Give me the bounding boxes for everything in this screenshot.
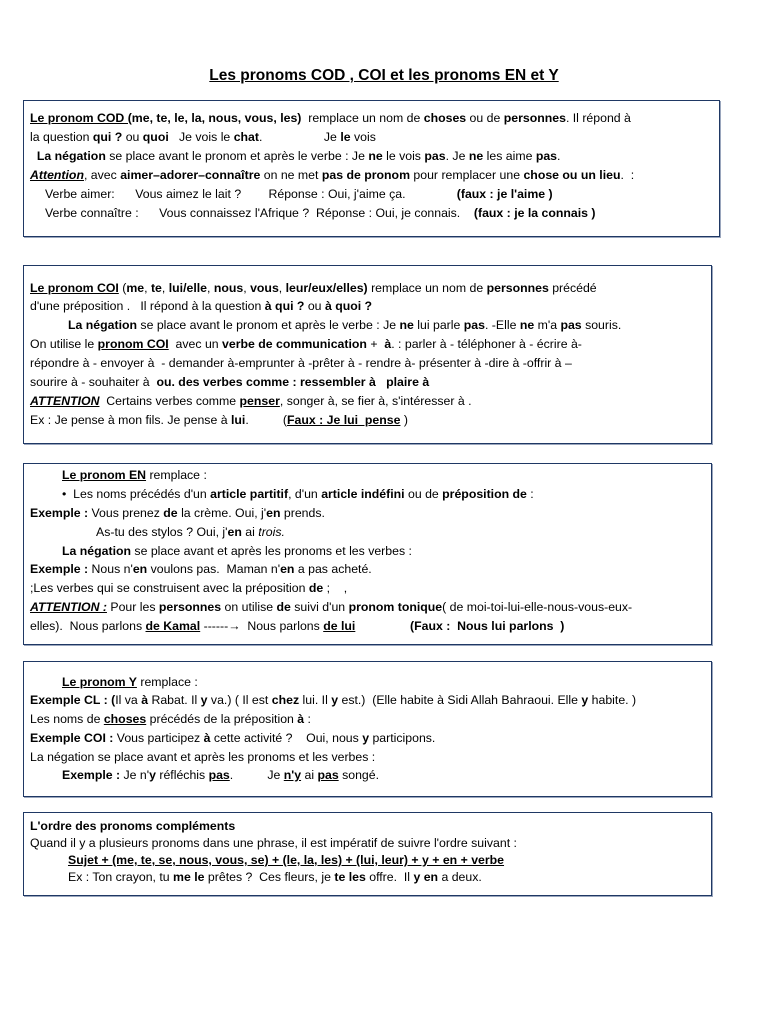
text-run: y en (413, 870, 439, 884)
coi-line-4 (30, 336, 582, 352)
text-run: (Faux : Nous lui parlons ) (410, 619, 565, 633)
text-run: , (278, 281, 286, 295)
text-run (355, 619, 410, 633)
en-line-6 (30, 561, 372, 577)
text-run: remplace un nom de (301, 111, 424, 125)
text-run: ATTENTION : (30, 600, 107, 614)
text-run: Exemple COI : (30, 731, 114, 745)
coi-line-7 (30, 393, 472, 409)
text-run: en (280, 562, 295, 576)
text-run: , (207, 281, 214, 295)
text-run: , (243, 281, 251, 295)
text-run: article partitif (210, 487, 289, 501)
cod-line-3 (30, 148, 560, 164)
y-line-6 (62, 767, 379, 783)
text-run: Faux : Je lui pense (287, 413, 401, 427)
text-run: Verbe aimer: Vous aimez le lait ? Réponse : Oui, j'aime ça. (45, 187, 457, 201)
text-run: sourire à - souhaiter à (30, 375, 157, 389)
text-run: pour remplacer une (410, 168, 524, 182)
text-run: est.) (Elle habite à Sidi Allah Bahraoui. Elle (338, 693, 582, 707)
text-run: ou de (466, 111, 504, 125)
text-run: Le pronom COI (30, 281, 119, 295)
text-run: Attention (30, 168, 84, 182)
ordre-line-4 (68, 869, 482, 885)
text-run: penser (239, 394, 280, 408)
text-run: à (141, 693, 149, 707)
text-run: , (201, 111, 209, 125)
coi-line-5 (30, 355, 572, 371)
text-run: lui. Il (299, 693, 332, 707)
text-run: vois (350, 130, 376, 144)
text-run: nous (208, 111, 238, 125)
text-run: précédé (548, 281, 597, 295)
ordre-line-3 (68, 852, 504, 868)
text-run: on utilise (221, 600, 277, 614)
text-run: personnes (486, 281, 549, 295)
text-run: . (557, 149, 561, 163)
y-line-4 (30, 730, 435, 746)
en-line-3 (30, 505, 325, 521)
ordre-line-1 (30, 818, 235, 834)
y-line-5 (30, 749, 375, 765)
text-run: y (149, 768, 156, 782)
text-run: Il va (115, 693, 142, 707)
coi-line-2 (30, 298, 372, 314)
text-run: à qui ? (264, 299, 305, 313)
text-run: a deux. (438, 870, 482, 884)
text-run: , (167, 111, 175, 125)
text-run: le vois (382, 149, 425, 163)
text-run: Verbe connaître : Vous connaissez l'Afrique ? Réponse : Oui, je connais. (45, 206, 474, 220)
text-run: pas (424, 149, 446, 163)
text-run: personnes (503, 111, 566, 125)
text-run: ; , (323, 581, 348, 595)
coi-line-1 (30, 280, 597, 296)
text-run: article indéfini (321, 487, 405, 501)
text-run: ne (519, 318, 535, 332)
y-line-1 (62, 674, 198, 690)
text-run: vous (250, 281, 279, 295)
text-run: Rabat. Il (148, 693, 201, 707)
text-run: . ( (245, 413, 288, 427)
text-run: de Kamal (145, 619, 201, 633)
text-run: ( (118, 281, 127, 295)
text-run: y (581, 693, 589, 707)
text-run: lui parle (413, 318, 464, 332)
text-run: . -Elle (484, 318, 520, 332)
coi-line-3 (68, 317, 621, 333)
text-run: elles). Nous parlons (30, 619, 146, 633)
text-run: Le pronom Y (62, 675, 137, 689)
text-run: en (132, 562, 148, 576)
text-run: , d'un (288, 487, 322, 501)
text-run: précédés de la préposition (146, 712, 298, 726)
text-run: , (184, 111, 192, 125)
text-run: , (273, 111, 281, 125)
text-run: remplace : (146, 468, 207, 482)
text-run: pas de pronom (321, 168, 410, 182)
text-run: offre. Il (365, 870, 414, 884)
text-run: en (227, 525, 242, 539)
text-run: pronom COI (97, 337, 169, 351)
text-run: La négation se place avant et après les pronoms et les verbes : (30, 750, 376, 764)
text-run: de (276, 600, 291, 614)
text-run: te (156, 111, 168, 125)
text-run: a pas acheté. (294, 562, 372, 576)
text-run: se place avant le pronom et après le verbe : Je (105, 149, 369, 163)
cod-line-5 (45, 186, 553, 202)
text-run: ai (301, 768, 318, 782)
text-run: ne (368, 149, 383, 163)
text-run: ( de moi-toi-lui-elle-nous-vous-eux- (442, 600, 633, 614)
text-run: va.) ( Il est (207, 693, 272, 707)
text-run: remplace : (136, 675, 198, 689)
text-run: verbe de communication (222, 337, 367, 351)
text-run: me (131, 111, 150, 125)
text-run: ne (399, 318, 414, 332)
text-run: Exemple : (30, 506, 89, 520)
text-run: personnes (158, 600, 222, 614)
text-run: + (366, 337, 385, 351)
en-line-7 (30, 580, 347, 596)
page-title: Les pronoms COD , COI et les pronoms EN et Y (209, 67, 559, 84)
text-run: le (174, 111, 185, 125)
text-run: quoi (142, 130, 169, 144)
text-run: se place avant et après les pronoms et les verbes : (131, 544, 412, 558)
text-run: de (163, 506, 178, 520)
text-run: ou. des verbes comme : ressembler à plaire à (156, 375, 430, 389)
text-run: Le pronom COD ( (30, 111, 132, 125)
text-run: pas (560, 318, 582, 332)
text-run: , avec (83, 168, 121, 182)
text-run: : (526, 487, 534, 501)
text-run: prends. (280, 506, 325, 520)
text-run: à quoi ? (324, 299, 373, 313)
text-run: me (126, 281, 145, 295)
text-run: Nous n' (88, 562, 133, 576)
text-run: de lui (323, 619, 356, 633)
text-run: pas (463, 318, 485, 332)
text-run: la question (30, 130, 93, 144)
coi-line-6 (30, 374, 429, 390)
text-run: le (340, 130, 351, 144)
text-run: ai (241, 525, 259, 539)
text-run: . : (620, 168, 635, 182)
text-run: Ex : Ton crayon, tu (68, 870, 174, 884)
text-run: Sujet + (me, te, se, nous, vous, se) + (le, la, les) + (lui, leur) + y + en + verbe (68, 853, 505, 867)
y-line-3 (30, 711, 311, 727)
cod-line-6 (45, 205, 596, 221)
text-run: à (203, 731, 211, 745)
text-run: lui (230, 413, 246, 427)
text-run: répondre à - envoyer à - demander à-emprunter à -prêter à - rendre à- présenter à -dire à -offrir à – (30, 356, 572, 370)
text-run: lui/elle (168, 281, 208, 295)
text-run: habite. ) (588, 693, 637, 707)
text-run: y (362, 731, 370, 745)
text-run: L'ordre des pronoms compléments (30, 819, 236, 833)
text-run: réfléchis (155, 768, 209, 782)
text-run: La négation (62, 544, 132, 558)
text-run: ou de (404, 487, 443, 501)
text-run: ne (468, 149, 484, 163)
text-run: La négation (30, 149, 106, 163)
y-line-2 (30, 692, 636, 708)
text-run: , songer à, se fier à, s'intéresser à . (279, 394, 472, 408)
text-run: te (150, 281, 162, 295)
text-run: Vous participez (113, 731, 204, 745)
text-run: remplace un nom de (367, 281, 487, 295)
en-line-1 (62, 467, 207, 483)
text-run: la (191, 111, 202, 125)
text-run: : (304, 712, 311, 726)
text-run: ------→ Nous parlons (200, 619, 324, 633)
text-run: (faux : je l'aime ) (456, 187, 553, 201)
text-run: Je n' (120, 768, 150, 782)
en-line-4 (96, 524, 285, 540)
text-run: Le pronom EN (62, 468, 147, 482)
text-run: La négation (68, 318, 138, 332)
text-run: y (200, 693, 208, 707)
text-run: avec un (168, 337, 223, 351)
text-run: en (266, 506, 281, 520)
cod-line-4 (30, 167, 634, 183)
text-run: Certains verbes comme (99, 394, 240, 408)
text-run: . Je (229, 768, 284, 782)
text-run: préposition de (442, 487, 527, 501)
text-run: chat (233, 130, 259, 144)
text-run: Pour les (106, 600, 159, 614)
en-line-5 (62, 543, 412, 559)
text-run: de (308, 581, 324, 595)
text-run: Les noms de (30, 712, 104, 726)
text-run: ;Les verbes qui se construisent avec la préposition (30, 581, 309, 595)
text-run: vous (244, 111, 274, 125)
text-run: à (384, 337, 392, 351)
text-run: me le (173, 870, 205, 884)
text-run: Je vois le (168, 130, 234, 144)
text-run: Vous prenez (88, 506, 164, 520)
text-run: , (144, 281, 151, 295)
text-run: m'a (534, 318, 561, 332)
text-run: souris. (581, 318, 622, 332)
text-run: pas (317, 768, 339, 782)
text-run: voulons pas. Maman n' (147, 562, 281, 576)
text-run: (faux : je la connais ) (473, 206, 596, 220)
text-run: suivi d'un (290, 600, 349, 614)
text-run: se place avant le pronom et après le verbe : Je (137, 318, 400, 332)
text-run: la crème. Oui, j' (177, 506, 267, 520)
text-run: on ne met (260, 168, 322, 182)
text-run: leur/eux/elles) (285, 281, 368, 295)
text-run: d'une préposition . Il répond à la question (30, 299, 265, 313)
text-run: pas (535, 149, 558, 163)
text-run: les) (280, 111, 302, 125)
text-run: . Je (445, 149, 469, 163)
text-run: choses (103, 712, 147, 726)
text-run: choses (423, 111, 467, 125)
cod-line-2 (30, 129, 376, 145)
text-run: aimer–adorer–connaître (120, 168, 261, 182)
text-run: cette activité ? Oui, nous (210, 731, 363, 745)
text-run: Ex : Je pense à mon fils. Je pense à (30, 413, 231, 427)
text-run: ) (400, 413, 408, 427)
cod-line-1 (30, 110, 631, 126)
text-run: ATTENTION (30, 394, 100, 408)
text-run: , (237, 111, 245, 125)
text-run: As-tu des stylos ? Oui, j' (96, 525, 228, 539)
text-run: nous (213, 281, 244, 295)
text-run: prêtes ? Ces fleurs, je (204, 870, 335, 884)
text-run: , (161, 281, 169, 295)
text-run: pas (208, 768, 230, 782)
en-line-2 (62, 486, 534, 502)
text-run: songé. (338, 768, 380, 782)
text-run: , (149, 111, 157, 125)
text-run: Exemple : (62, 768, 121, 782)
text-run: à (297, 712, 305, 726)
text-run: n'y (283, 768, 302, 782)
ordre-line-2 (30, 835, 517, 851)
text-run: . Je (258, 130, 341, 144)
text-run: • Les noms précédés d'un (62, 487, 211, 501)
text-run: . Il répond à (565, 111, 631, 125)
text-run: les aime (483, 149, 536, 163)
text-run: trois. (258, 525, 285, 539)
text-run: chose ou un lieu (523, 168, 621, 182)
text-run: On utilise le (30, 337, 98, 351)
coi-line-8 (30, 412, 408, 428)
text-run: te les (334, 870, 366, 884)
text-run: . : parler à - téléphoner à - écrire à- (391, 337, 582, 351)
text-run: participons. (369, 731, 436, 745)
text-run: ou (304, 299, 325, 313)
text-run: Quand il y a plusieurs pronoms dans une phrase, il est impératif de suivre l'ordre suivant : (30, 836, 517, 850)
text-run: y (331, 693, 339, 707)
en-line-9 (30, 618, 564, 634)
text-run: ou (122, 130, 143, 144)
text-run: Exemple : (30, 562, 89, 576)
text-run: qui ? (92, 130, 123, 144)
en-line-8 (30, 599, 632, 615)
text-run: chez (271, 693, 300, 707)
text-run: pronom tonique (348, 600, 443, 614)
text-run: Exemple CL : ( (30, 693, 116, 707)
